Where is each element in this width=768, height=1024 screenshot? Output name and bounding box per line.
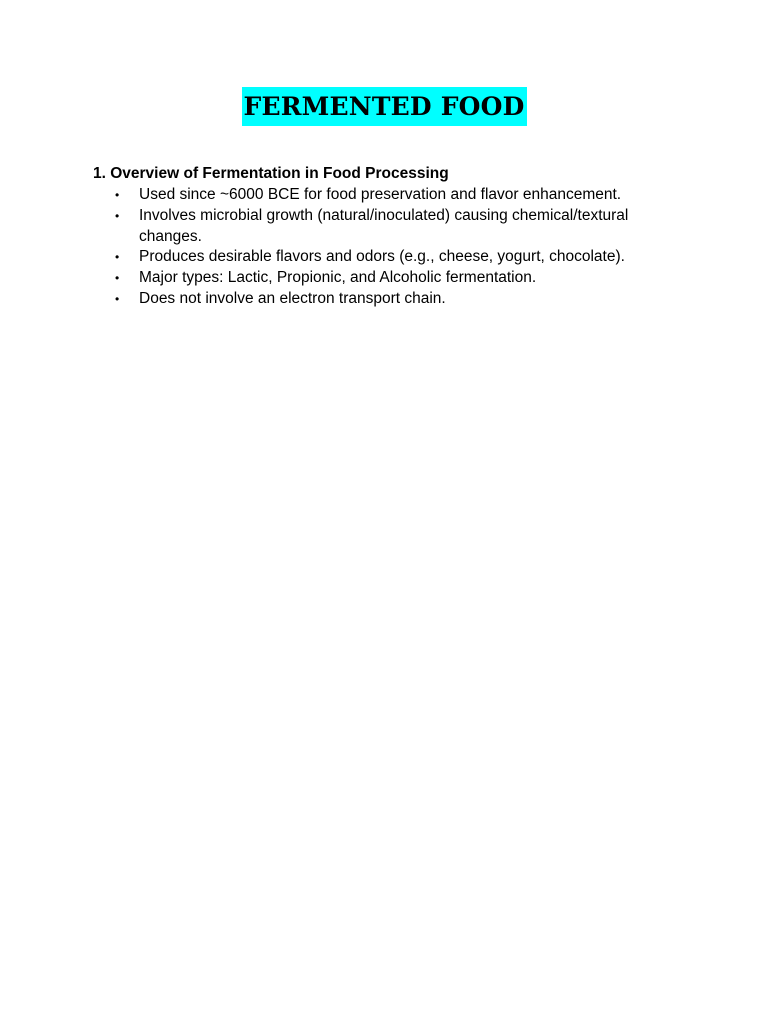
bullet-text: Produces desirable flavors and odors (e.g., cheese, yogurt, chocolate). [139, 248, 625, 266]
list-item [93, 268, 679, 289]
bullet-text: Used since ~6000 BCE for food preservation and flavor enhancement. [139, 186, 622, 203]
bullet-text: Does not involve an electron transport chain. [139, 289, 446, 307]
bullet-list [93, 185, 693, 310]
bullet-icon: • [115, 250, 120, 265]
section-overview [93, 164, 693, 310]
title-container [0, 87, 768, 126]
document-title: FERMENTED FOOD [242, 87, 527, 126]
list-item [93, 247, 679, 268]
bullet-icon: • [115, 188, 120, 202]
list-item [93, 185, 679, 206]
bullet-text: Major types: Lactic, Propionic, and Alcoholic fermentation. [139, 269, 537, 287]
list-item [93, 206, 679, 248]
bullet-icon: • [115, 291, 120, 306]
bullet-icon: • [115, 208, 120, 223]
bullet-text: Involves microbial growth (natural/inoculated) causing chemical/textural changes. [139, 206, 629, 245]
section-heading: 1. Overview of Fermentation in Food Processing [93, 165, 449, 182]
bullet-icon: • [115, 271, 120, 286]
list-item [93, 289, 679, 310]
